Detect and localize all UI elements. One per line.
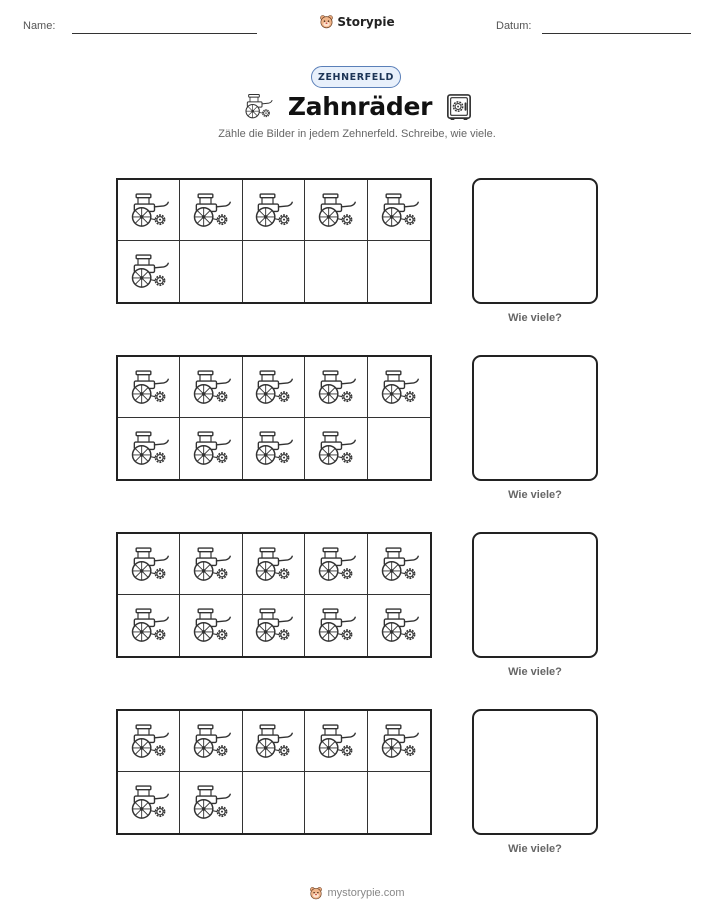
date-label: Datum: <box>496 20 532 32</box>
gear-cart-icon <box>127 546 171 583</box>
gear-cart-icon <box>127 369 171 406</box>
ten-frame-cell <box>118 534 180 595</box>
gear-cart-icon <box>127 192 171 229</box>
instructions: Zähle die Bilder in jedem Zehnerfeld. Schreibe, wie viele. <box>218 128 496 140</box>
gear-cart-icon <box>377 369 421 406</box>
gear-cart-icon <box>189 430 233 467</box>
ten-frame-cell <box>305 772 367 833</box>
gear-cart-icon <box>251 369 295 406</box>
ten-frame-cell <box>243 595 305 656</box>
ten-frame-cell <box>305 180 367 241</box>
gear-cart-icon <box>127 253 171 290</box>
ten-frame-cell <box>118 357 180 418</box>
ten-frame <box>116 355 432 481</box>
gear-cart-icon <box>251 430 295 467</box>
answer-label: Wie viele? <box>508 312 562 324</box>
gear-cart-icon <box>314 192 358 229</box>
gear-cart-icon <box>314 546 358 583</box>
ten-frame-cell <box>368 711 430 772</box>
ten-frame-cell <box>118 595 180 656</box>
ten-frame-cell <box>180 418 242 479</box>
answer-box[interactable] <box>472 709 598 835</box>
gear-cart-icon <box>189 723 233 760</box>
ten-frame-cell <box>180 180 242 241</box>
brand <box>0 14 714 29</box>
gear-cart-icon <box>189 192 233 229</box>
gear-cart-icon <box>127 430 171 467</box>
gear-safe-icon <box>446 93 472 121</box>
date-line[interactable] <box>542 33 691 34</box>
mascot-icon <box>309 886 323 900</box>
gear-cart-icon <box>251 192 295 229</box>
footer-url: mystorypie.com <box>327 887 405 899</box>
gear-cart-icon <box>127 723 171 760</box>
page-title: Zahnräder <box>287 92 433 121</box>
gear-cart-icon <box>251 607 295 644</box>
title-row <box>0 92 714 121</box>
ten-frame <box>116 709 432 835</box>
ten-frame <box>116 532 432 658</box>
gear-cart-icon <box>189 369 233 406</box>
ten-frame-cell <box>243 357 305 418</box>
gear-cart-icon <box>251 546 295 583</box>
gear-cart-icon <box>127 607 171 644</box>
answer-label: Wie viele? <box>508 843 562 855</box>
brand-name: Storypie <box>337 14 395 29</box>
ten-frame-cell <box>243 534 305 595</box>
ten-frame-cell <box>180 711 242 772</box>
name-line[interactable] <box>72 33 257 34</box>
ten-frame-cell <box>305 357 367 418</box>
gear-cart-icon <box>314 723 358 760</box>
ten-frame-cell <box>305 241 367 302</box>
footer <box>0 886 714 900</box>
ten-frame-cell <box>118 772 180 833</box>
ten-frame-cell <box>305 534 367 595</box>
answer-label: Wie viele? <box>508 666 562 678</box>
ten-frame-cell <box>243 418 305 479</box>
ten-frame-cell <box>180 241 242 302</box>
gear-cart-icon <box>314 369 358 406</box>
ten-frame-cell <box>305 595 367 656</box>
ten-frame-cell <box>368 180 430 241</box>
ten-frame-cell <box>180 357 242 418</box>
gear-cart-icon <box>377 723 421 760</box>
name-label: Name: <box>23 20 56 32</box>
gear-cart-icon <box>242 93 274 120</box>
ten-frame-cell <box>368 534 430 595</box>
ten-frame-cell <box>118 180 180 241</box>
gear-cart-icon <box>314 430 358 467</box>
ten-frame-cell <box>180 772 242 833</box>
gear-cart-icon <box>314 607 358 644</box>
gear-cart-icon <box>377 607 421 644</box>
gear-cart-icon <box>251 723 295 760</box>
answer-label: Wie viele? <box>508 489 562 501</box>
gear-cart-icon <box>377 192 421 229</box>
ten-frame-cell <box>368 241 430 302</box>
gear-cart-icon <box>189 607 233 644</box>
ten-frame-cell <box>180 595 242 656</box>
ten-frame-cell <box>243 711 305 772</box>
gear-cart-icon <box>127 784 171 821</box>
answer-box[interactable] <box>472 532 598 658</box>
ten-frame-cell <box>118 711 180 772</box>
mascot-icon <box>319 14 334 29</box>
ten-frame-cell <box>243 180 305 241</box>
ten-frame-cell <box>118 241 180 302</box>
gear-cart-icon <box>189 546 233 583</box>
answer-box[interactable] <box>472 178 598 304</box>
ten-frame-cell <box>305 418 367 479</box>
ten-frame-cell <box>368 595 430 656</box>
ten-frame <box>116 178 432 304</box>
ten-frame-cell <box>368 418 430 479</box>
ten-frame-cell <box>243 241 305 302</box>
gear-cart-icon <box>189 784 233 821</box>
gear-cart-icon <box>377 546 421 583</box>
answer-box[interactable] <box>472 355 598 481</box>
ten-frame-cell <box>118 418 180 479</box>
ten-frame-cell <box>368 772 430 833</box>
ten-frame-cell <box>180 534 242 595</box>
ten-frame-cell <box>243 772 305 833</box>
category-badge: ZEHNERFELD <box>311 66 401 88</box>
ten-frame-cell <box>368 357 430 418</box>
ten-frame-cell <box>305 711 367 772</box>
